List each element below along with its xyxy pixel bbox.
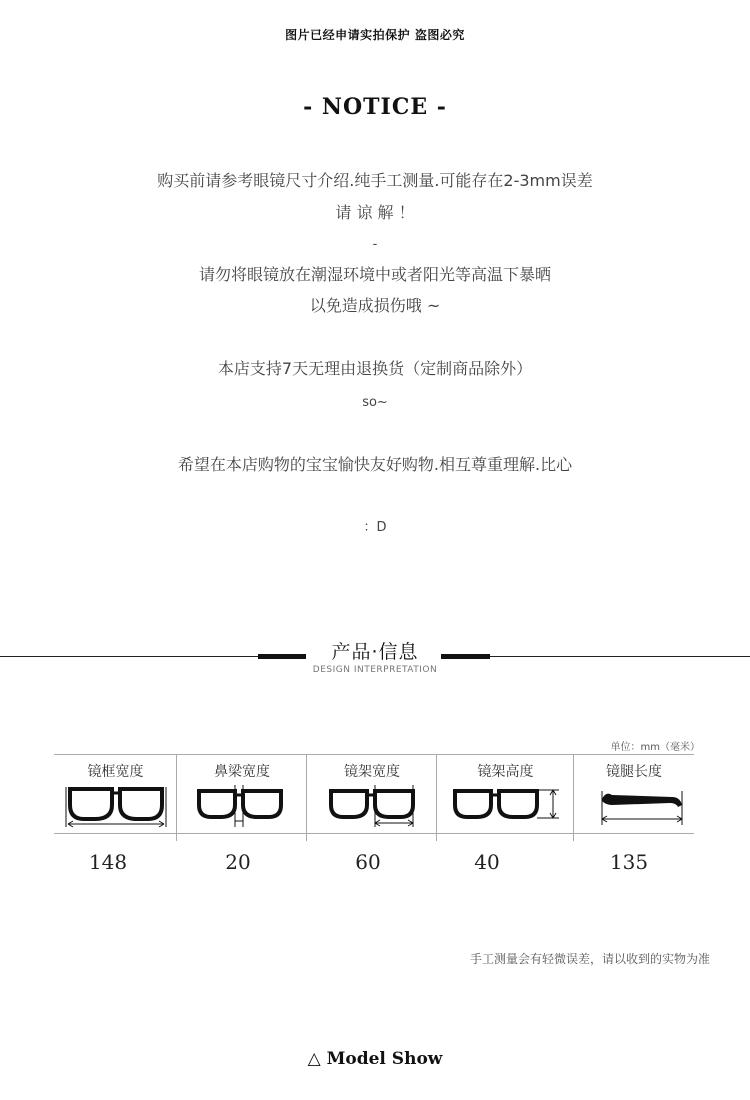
spec-label: 镜框宽度 — [87, 764, 144, 780]
glasses-lens-height-icon — [445, 783, 563, 829]
spec-cell-frame-width — [54, 755, 177, 833]
notice-line: 希望在本店购物的宝宝愉快友好购物.相互尊重理解.比心 — [177, 455, 573, 474]
watermark-text: 图片已经申请实拍保护 盗图必究 — [285, 28, 465, 42]
notice-line: so~ — [362, 395, 388, 410]
spec-label: 镜架宽度 — [344, 764, 400, 780]
notice-line: - — [372, 237, 378, 252]
unit-label: 单位：mm（毫米） — [610, 742, 700, 753]
spec-cell-lens-width — [307, 755, 437, 833]
glasses-bridge-width-icon — [185, 783, 293, 829]
spec-cell-temple-length — [574, 755, 694, 833]
spec-cell-bridge-width — [177, 755, 307, 833]
spec-value-lens-height: 40 — [474, 850, 500, 874]
glasses-frame-width-icon — [62, 783, 170, 829]
notice-line: 请勿将眼镜放在潮湿环境中或者阳光等高温下暴晒 — [198, 265, 551, 284]
spec-cell-lens-height — [437, 755, 574, 833]
section-subtitle: DESIGN INTERPRETATION — [312, 665, 438, 675]
spec-label: 鼻梁宽度 — [214, 764, 270, 780]
spec-value-temple-length: 135 — [609, 850, 649, 874]
glasses-temple-length-icon — [582, 783, 690, 829]
spec-table — [54, 754, 694, 834]
notice-line: 以免造成损伤哦 ~ — [309, 296, 441, 315]
notice-line: 请 谅 解 ！ — [335, 203, 415, 222]
notice-line: ：D — [363, 520, 387, 535]
notice-line: 本店支持7天无理由退换货（定制商品除外） — [217, 359, 533, 378]
spec-value-lens-width: 60 — [355, 850, 381, 874]
notice-title: - NOTICE - — [303, 94, 447, 120]
section-title: 产品·信息 — [331, 641, 419, 663]
spec-label: 镜架高度 — [477, 764, 534, 780]
model-show-heading: △ Model Show — [307, 1049, 443, 1069]
glasses-lens-width-icon — [315, 783, 423, 829]
spec-value-bridge-width: 20 — [225, 850, 251, 874]
spec-value-frame-width: 148 — [88, 850, 128, 874]
notice-line: 购买前请参考眼镜尺寸介绍.纯手工测量.可能存在2-3mm误差 — [157, 171, 593, 190]
spec-label: 镜腿长度 — [606, 764, 662, 780]
measurement-footnote: 手工测量会有轻微误差，请以收到的实物为准 — [469, 952, 710, 966]
